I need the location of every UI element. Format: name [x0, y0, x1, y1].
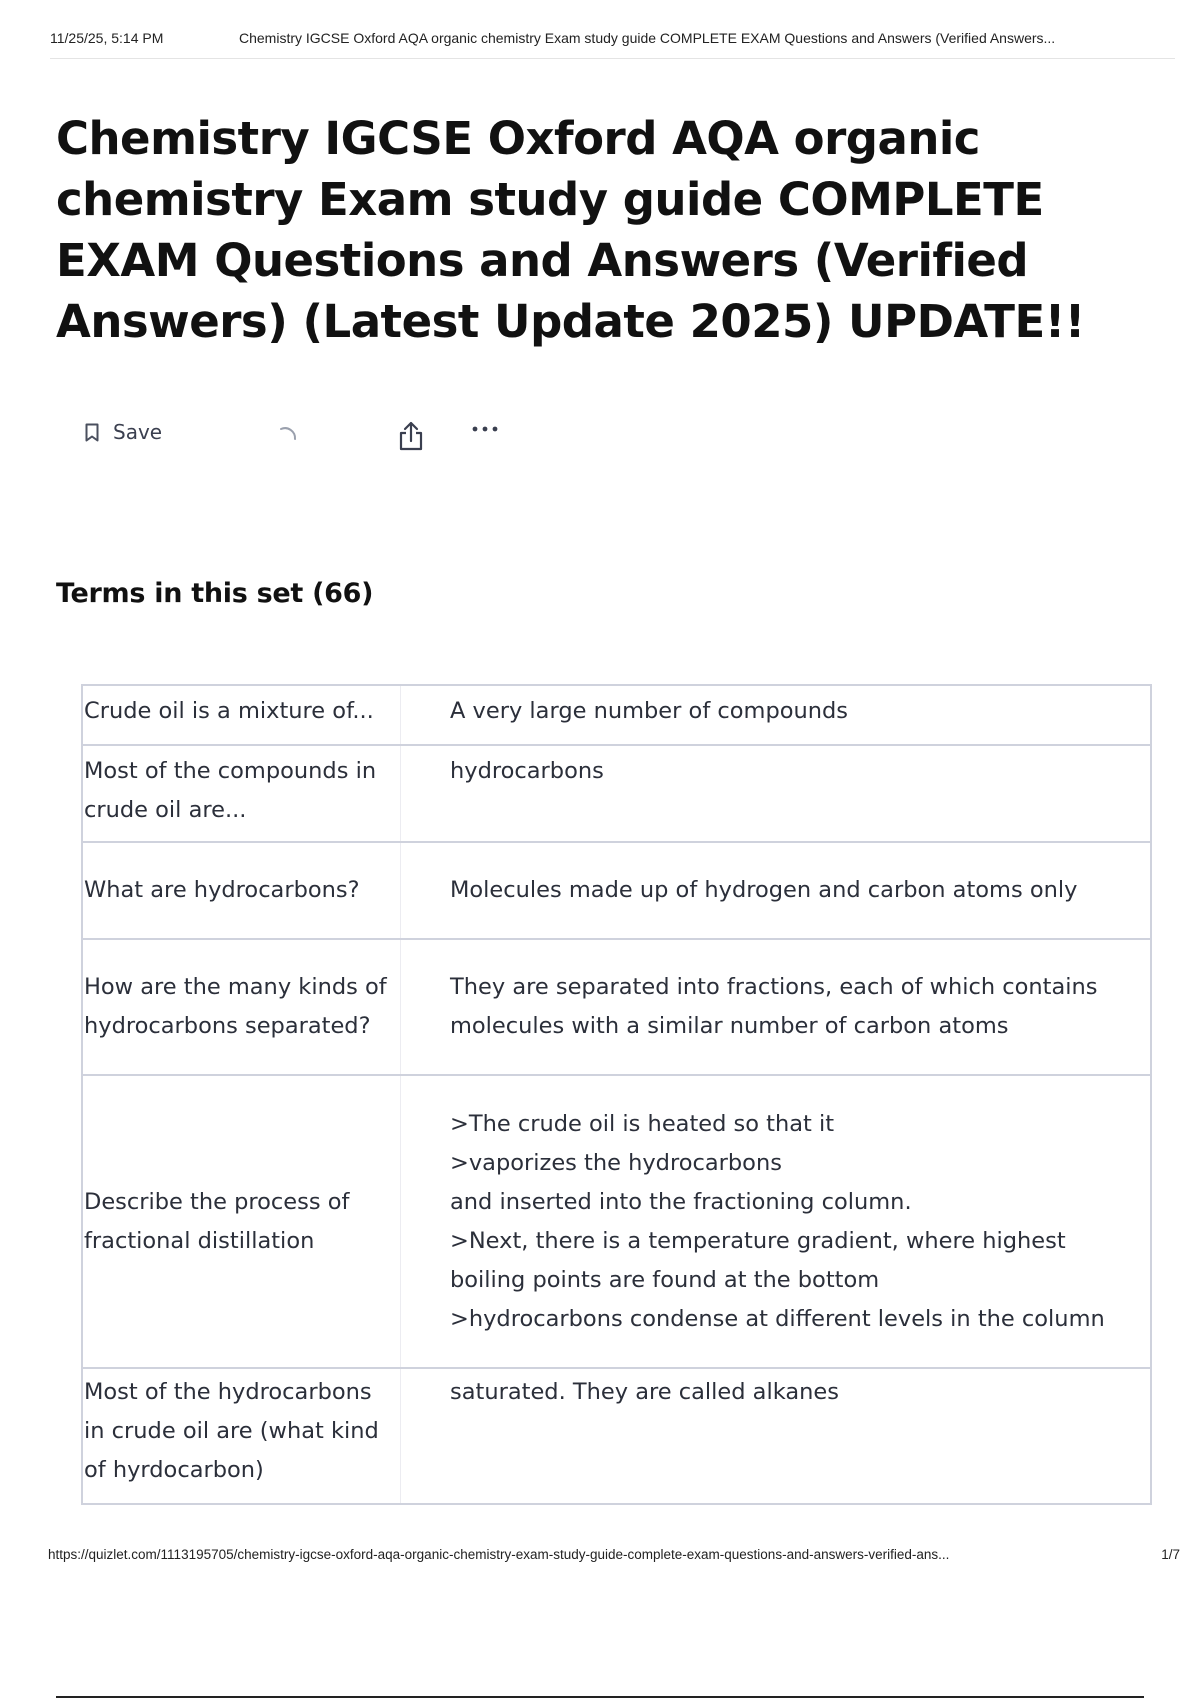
- bookmark-icon: [85, 423, 99, 442]
- term-cell: Most of the hydrocarbons in crude oil are (what kind of hyrdocarbon): [83, 1369, 401, 1503]
- save-label: Save: [113, 420, 163, 444]
- definition-cell: A very large number of compounds: [450, 698, 849, 724]
- definition-cell: They are separated into fractions, each of which contains molecules with a similar number of carbon atoms: [450, 974, 1098, 1039]
- page-bottom-rule: [56, 1696, 1144, 1698]
- more-icon[interactable]: [470, 422, 500, 436]
- page-title: Chemistry IGCSE Oxford AQA organic chemistry Exam study guide COMPLETE EXAM Questions and Answers (Verified Answers) (Latest Update 2025) UPDATE!!: [56, 112, 1085, 348]
- table-row: [83, 686, 1150, 744]
- page-number: 1/7: [1161, 1547, 1180, 1562]
- term-cell: How are the many kinds of hydrocarbons separated?: [83, 940, 401, 1074]
- table-row: [83, 938, 1150, 1074]
- table-row: [83, 1367, 1150, 1503]
- spinner-icon: [275, 424, 301, 450]
- header-divider: [50, 58, 1175, 59]
- definition-cell: Molecules made up of hydrogen and carbon atoms only: [450, 877, 1078, 903]
- share-icon[interactable]: [397, 420, 425, 452]
- terms-heading: Terms in this set (66): [56, 578, 374, 609]
- print-footer: [48, 1547, 1180, 1573]
- term-cell: What are hydrocarbons?: [83, 843, 401, 938]
- print-doc-title: Chemistry IGCSE Oxford AQA organic chemistry Exam study guide COMPLETE EXAM Questions and Answers (Verified Answers...: [239, 30, 1056, 46]
- page-url: https://quizlet.com/1113195705/chemistry-igcse-oxford-aqa-organic-chemistry-exam-study-guide-complete-exam-questions-and-answers-verified-ans...: [48, 1547, 950, 1562]
- term-cell: Most of the compounds in crude oil are...: [83, 746, 401, 841]
- table-row: [83, 841, 1150, 938]
- term-cell: Describe the process of fractional distillation: [83, 1076, 401, 1367]
- print-date: 11/25/25, 5:14 PM: [50, 30, 164, 46]
- print-header: [50, 30, 1175, 60]
- definition-cell: >The crude oil is heated so that it >vaporizes the hydrocarbons and inserted into the fractioning column. >Next, there is a temperature gradient, where highest boiling points are found at the bottom >hydrocarbons condense at different levels in the column: [450, 1110, 1105, 1332]
- save-button[interactable]: [85, 420, 162, 444]
- table-row: [83, 1074, 1150, 1367]
- definition-cell: hydrocarbons: [450, 758, 604, 784]
- terms-table: [81, 684, 1152, 1505]
- term-cell: Crude oil is a mixture of...: [83, 686, 401, 744]
- definition-cell: saturated. They are called alkanes: [450, 1379, 839, 1405]
- table-row: [83, 744, 1150, 841]
